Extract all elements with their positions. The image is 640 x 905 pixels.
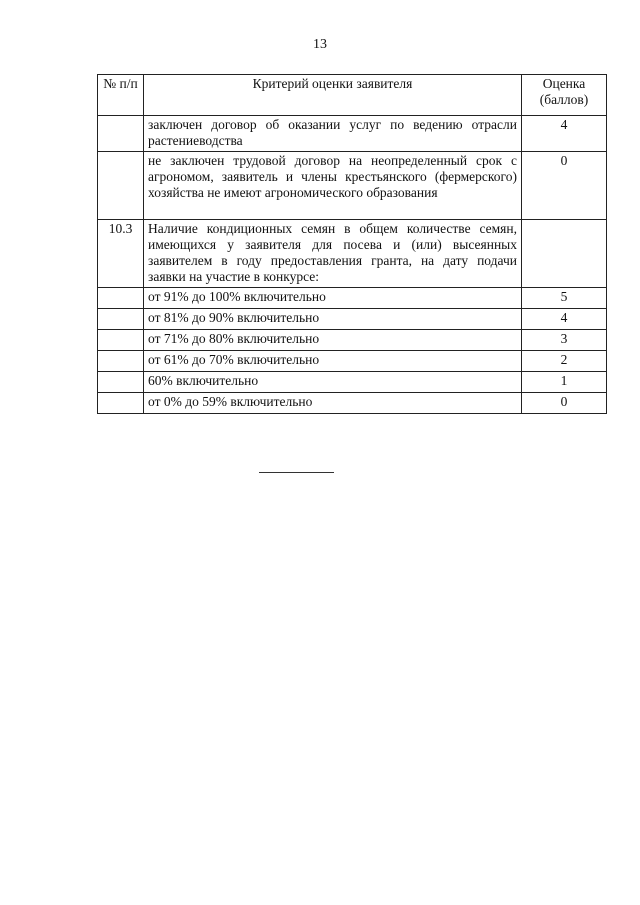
row-criterion: от 81% до 90% включительно <box>144 309 522 330</box>
row-score <box>522 220 607 288</box>
row-criterion: от 61% до 70% включительно <box>144 351 522 372</box>
row-criterion: от 91% до 100% включительно <box>144 288 522 309</box>
row-score: 4 <box>522 309 607 330</box>
row-criterion: не заключен трудовой договор на неопределенный срок с агрономом, заявитель и члены крестьянского (фермерского) хозяйства не имеют агрономического образования <box>144 152 522 220</box>
row-number <box>98 351 144 372</box>
table-row <box>98 330 607 351</box>
header-score: Оценка (баллов) <box>522 75 607 116</box>
row-number <box>98 372 144 393</box>
table-row <box>98 220 607 288</box>
row-number <box>98 309 144 330</box>
row-number <box>98 393 144 414</box>
row-score: 4 <box>522 116 607 152</box>
header-criterion: Критерий оценки заявителя <box>144 75 522 116</box>
criteria-table <box>97 74 607 414</box>
row-criterion: Наличие кондиционных семян в общем количестве семян, имеющихся у заявителя для посева и (или) высеянных заявителем в году предоставления гранта, на дату подачи заявки на участие в конкурсе: <box>144 220 522 288</box>
row-number <box>98 152 144 220</box>
row-score: 1 <box>522 372 607 393</box>
table-row <box>98 116 607 152</box>
table-row <box>98 393 607 414</box>
row-score: 5 <box>522 288 607 309</box>
table-row <box>98 288 607 309</box>
table-row <box>98 351 607 372</box>
table-row <box>98 309 607 330</box>
row-score: 2 <box>522 351 607 372</box>
table-header-row <box>98 75 607 116</box>
page-number: 13 <box>313 37 327 52</box>
row-criterion: 60% включительно <box>144 372 522 393</box>
row-criterion: заключен договор об оказании услуг по ведению отрасли растениеводства <box>144 116 522 152</box>
row-score: 0 <box>522 393 607 414</box>
row-score: 3 <box>522 330 607 351</box>
row-number: 10.3 <box>98 220 144 288</box>
table-row <box>98 152 607 220</box>
header-number: № п/п <box>98 75 144 116</box>
row-number <box>98 116 144 152</box>
row-number <box>98 330 144 351</box>
row-criterion: от 0% до 59% включительно <box>144 393 522 414</box>
divider-line <box>259 472 334 473</box>
row-score: 0 <box>522 152 607 220</box>
row-number <box>98 288 144 309</box>
table-row <box>98 372 607 393</box>
row-criterion: от 71% до 80% включительно <box>144 330 522 351</box>
